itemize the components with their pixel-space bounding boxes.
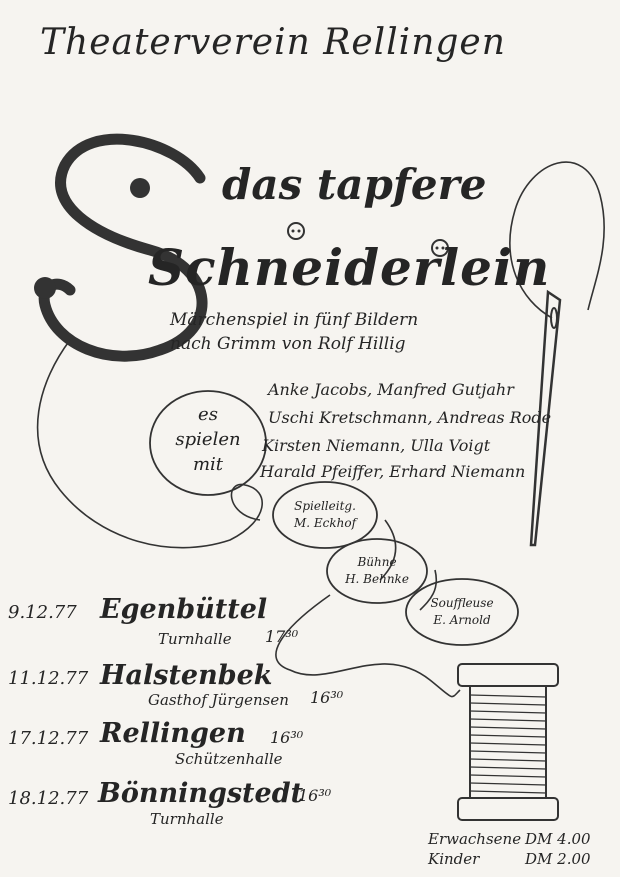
cast-line: Anke Jacobs, Manfred Gutjahr — [268, 380, 514, 399]
price-label: Kinder — [428, 850, 480, 868]
cast-line: Harald Pfeiffer, Erhard Niemann — [260, 462, 526, 481]
performance-place: Halstenbek — [100, 660, 273, 691]
cast-line: Uschi Kretschmann, Andreas Rode — [268, 408, 552, 427]
title-main: Schneiderlein — [148, 238, 551, 297]
button-icon — [288, 223, 304, 239]
performance-venue: Turnhalle — [158, 630, 232, 648]
performance-place: Rellingen — [100, 718, 246, 749]
cast-line: Kirsten Niemann, Ulla Voigt — [262, 436, 491, 455]
scroll-dot-bottom — [34, 277, 56, 299]
subtitle-line-2: nach Grimm von Rolf Hillig — [170, 334, 406, 354]
performance-time: 16³⁰ — [270, 728, 304, 747]
performance-date: 17.12.77 — [8, 728, 89, 749]
performance-time: 16³⁰ — [310, 688, 344, 707]
credit-role: Souffleuse — [430, 596, 494, 610]
performance-date: 18.12.77 — [8, 788, 89, 809]
performance-place: Bönningstedt — [98, 778, 304, 809]
performance-venue: Gasthof Jürgensen — [148, 691, 289, 709]
performance-place: Egenbüttel — [100, 594, 268, 625]
cast-label-line: es — [198, 404, 218, 425]
price-amount: DM 2.00 — [525, 850, 591, 868]
credit-role: Spielleitg. — [294, 499, 356, 513]
direction-credit — [275, 498, 375, 532]
stage-credit — [327, 554, 427, 588]
price-label: Erwachsene — [428, 830, 522, 848]
cast-label-line: mit — [192, 454, 224, 475]
credit-name: M. Eckhof — [293, 516, 357, 530]
performance-venue: Schützenhalle — [175, 750, 283, 768]
club-name: Theaterverein Rellingen — [40, 22, 506, 63]
performance-time: 17³⁰ — [265, 627, 299, 646]
title-top: das tapfere — [222, 160, 487, 209]
performance-venue: Turnhalle — [150, 810, 224, 828]
performance-date: 9.12.77 — [8, 602, 77, 623]
performance-time: 16³⁰ — [298, 786, 332, 805]
performance-date: 11.12.77 — [8, 668, 89, 689]
thread-spool-icon — [458, 664, 558, 820]
credit-name: E. Arnold — [433, 613, 491, 627]
cast-label-line: spielen — [175, 429, 241, 450]
cast-label — [158, 402, 258, 477]
credit-name: H. Behnke — [345, 572, 409, 586]
scroll-dot-top — [130, 178, 150, 198]
subtitle-line-1: Märchenspiel in fünf Bildern — [170, 310, 419, 330]
credit-role: Bühne — [357, 555, 397, 569]
prompter-credit — [410, 595, 514, 629]
price-amount: DM 4.00 — [525, 830, 591, 848]
